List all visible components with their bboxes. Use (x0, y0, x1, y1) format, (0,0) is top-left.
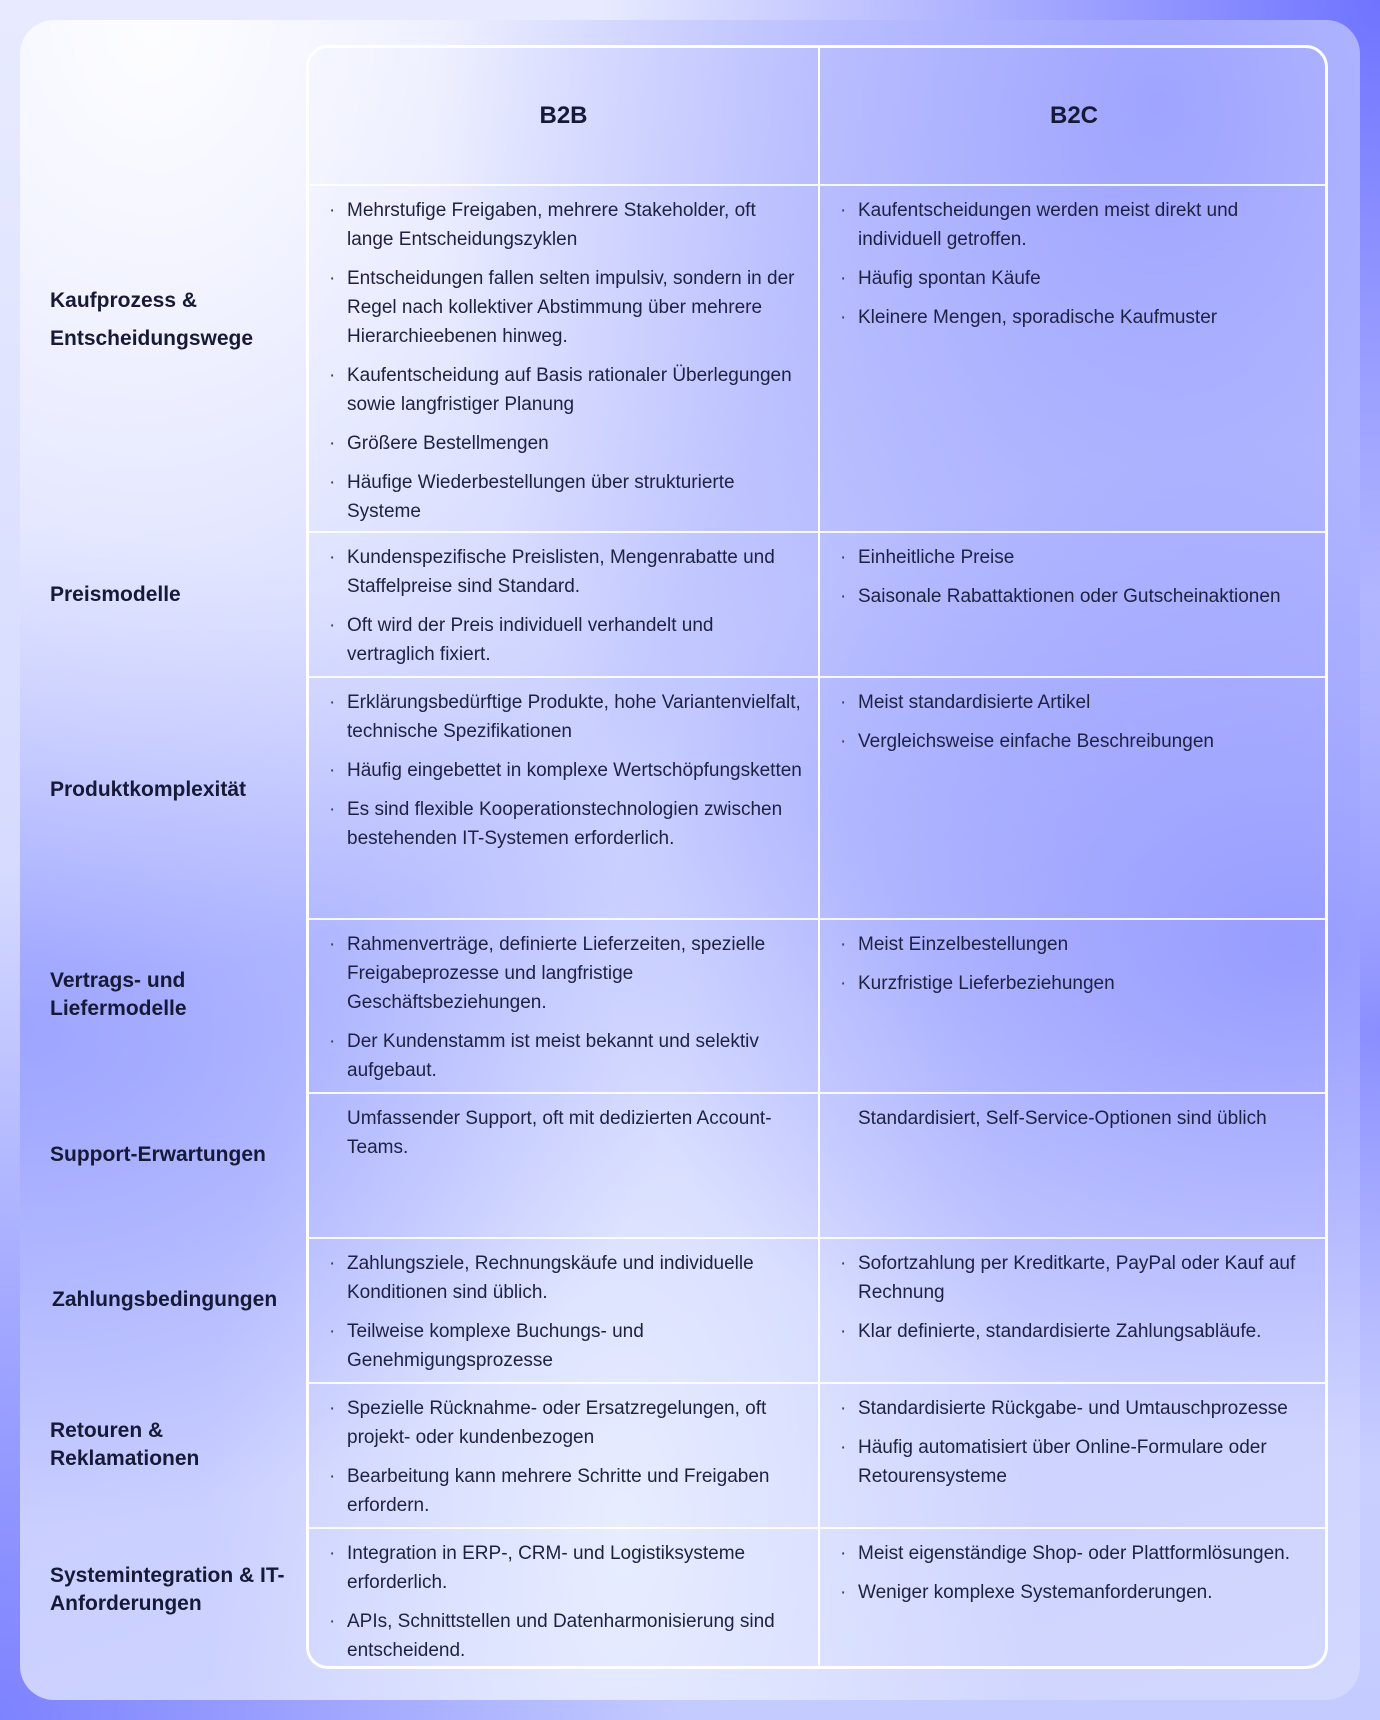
list-item: · Kaufentscheidungen werden meist direkt und individuell getroffen. (840, 196, 1314, 254)
list-item: · APIs, Schnittstellen und Datenharmonisierung sind entscheidend. (329, 1607, 804, 1665)
list-item: · Häufig spontan Käufe (840, 264, 1314, 293)
list-item: · Standardisierte Rückgabe- und Umtauschprozesse (840, 1394, 1314, 1423)
list-item: · Der Kundenstamm ist meist bekannt und selektiv aufgebaut. (329, 1027, 804, 1085)
cell-vertrag-b2b (309, 920, 818, 1095)
list-item: · Sofortzahlung per Kreditkarte, PayPal oder Kauf auf Rechnung (840, 1249, 1314, 1307)
list-item: · Vergleichsweise einfache Beschreibungen (840, 727, 1314, 756)
cell-produkt-b2c (820, 678, 1328, 766)
list-item: · Entscheidungen fallen selten impulsiv, sondern in der Regel nach kollektiver Abstimmung über mehrere Hierarchieebenen hinweg. (329, 264, 804, 351)
list-item: · Integration in ERP-, CRM- und Logistiksysteme erforderlich. (329, 1539, 804, 1597)
cell-system-b2c (820, 1529, 1328, 1617)
list-item: · Es sind flexible Kooperationstechnologien zwischen bestehenden IT-Systemen erforderlich. (329, 795, 804, 853)
list-item: · Kaufentscheidung auf Basis rationaler Überlegungen sowie langfristiger Planung (329, 361, 804, 419)
row-label-systemintegration: Systemintegration & IT-Anforderungen (50, 1563, 285, 1615)
cell-system-b2b (309, 1529, 818, 1669)
comparison-table (306, 45, 1328, 1669)
cell-preismodelle-b2b (309, 533, 818, 679)
comparison-card (20, 20, 1360, 1700)
list-item: · Kurzfristige Lieferbeziehungen (840, 969, 1314, 998)
row-label-retouren: Retouren & Reklamationen (50, 1418, 200, 1470)
list-item: · Oft wird der Preis individuell verhandelt und vertraglich fixiert. (329, 611, 804, 669)
column-header-b2c: B2C (1049, 102, 1098, 129)
list-item: · Kundenspezifische Preislisten, Mengenrabatte und Staffelpreise sind Standard. (329, 543, 804, 601)
cell-kaufprozess-b2c (820, 186, 1328, 342)
list-item: · Meist standardisierte Artikel (840, 688, 1314, 717)
list-item: · Spezielle Rücknahme- oder Ersatzregelungen, oft projekt- oder kundenbezogen (329, 1394, 804, 1452)
cell-retouren-b2c (820, 1384, 1328, 1501)
cell-preismodelle-b2c (820, 533, 1328, 621)
list-item: · Größere Bestellmengen (329, 429, 804, 458)
list-item: · Mehrstufige Freigaben, mehrere Stakeholder, oft lange Entscheidungszyklen (329, 196, 804, 254)
cell-retouren-b2b (309, 1384, 818, 1530)
cell-kaufprozess-b2b (309, 186, 818, 536)
cell-zahlung-b2c (820, 1239, 1328, 1356)
support-text-b2b: Umfassender Support, oft mit dedizierten Account-Teams. (347, 1108, 772, 1158)
list-item: · Klar definierte, standardisierte Zahlungsabläufe. (840, 1317, 1314, 1346)
row-label-preismodelle: Preismodelle (50, 582, 181, 606)
list-item: · Zahlungsziele, Rechnungskäufe und individuelle Konditionen sind üblich. (329, 1249, 804, 1307)
row-label-produktkomplexitaet: Produktkomplexität (50, 777, 247, 801)
list-item: · Erklärungsbedürftige Produkte, hohe Variantenvielfalt, technische Spezifikationen (329, 688, 804, 746)
cell-produkt-b2b (309, 678, 818, 863)
row-label-vertrag: Vertrags- und Liefermodelle (50, 968, 187, 1020)
row-label-kaufprozess: Kaufprozess & Entscheidungswege (50, 289, 254, 350)
list-item: · Bearbeitung kann mehrere Schritte und Freigaben erfordern. (329, 1462, 804, 1520)
list-item: · Häufig automatisiert über Online-Formulare oder Retourensysteme (840, 1433, 1314, 1491)
list-item: · Einheitliche Preise (840, 543, 1314, 572)
list-item: · Weniger komplexe Systemanforderungen. (840, 1578, 1314, 1607)
row-labels (50, 20, 320, 1700)
list-item: · Teilweise komplexe Buchungs- und Genehmigungsprozesse (329, 1317, 804, 1375)
cell-support-b2b (309, 1094, 818, 1162)
list-item: · Saisonale Rabattaktionen oder Gutscheinaktionen (840, 582, 1314, 611)
list-item: · Häufig eingebettet in komplexe Wertschöpfungsketten (329, 756, 804, 785)
row-label-support: Support-Erwartungen (50, 1142, 266, 1166)
list-item: · Meist Einzelbestellungen (840, 930, 1314, 959)
column-header-b2b: B2B (539, 102, 588, 129)
support-text-b2c: Standardisiert, Self-Service-Optionen sind üblich (858, 1108, 1267, 1129)
list-item: · Meist eigenständige Shop- oder Plattformlösungen. (840, 1539, 1314, 1568)
cell-zahlung-b2b (309, 1239, 818, 1385)
list-item: · Rahmenverträge, definierte Lieferzeiten, spezielle Freigabeprozesse und langfristige Geschäftsbeziehungen. (329, 930, 804, 1017)
row-label-zahlung: Zahlungsbedingungen (52, 1287, 278, 1311)
list-item: · Kleinere Mengen, sporadische Kaufmuster (840, 303, 1314, 332)
list-item: · Häufige Wiederbestellungen über strukturierte Systeme (329, 468, 804, 526)
cell-vertrag-b2c (820, 920, 1328, 1008)
cell-support-b2c (820, 1094, 1328, 1133)
